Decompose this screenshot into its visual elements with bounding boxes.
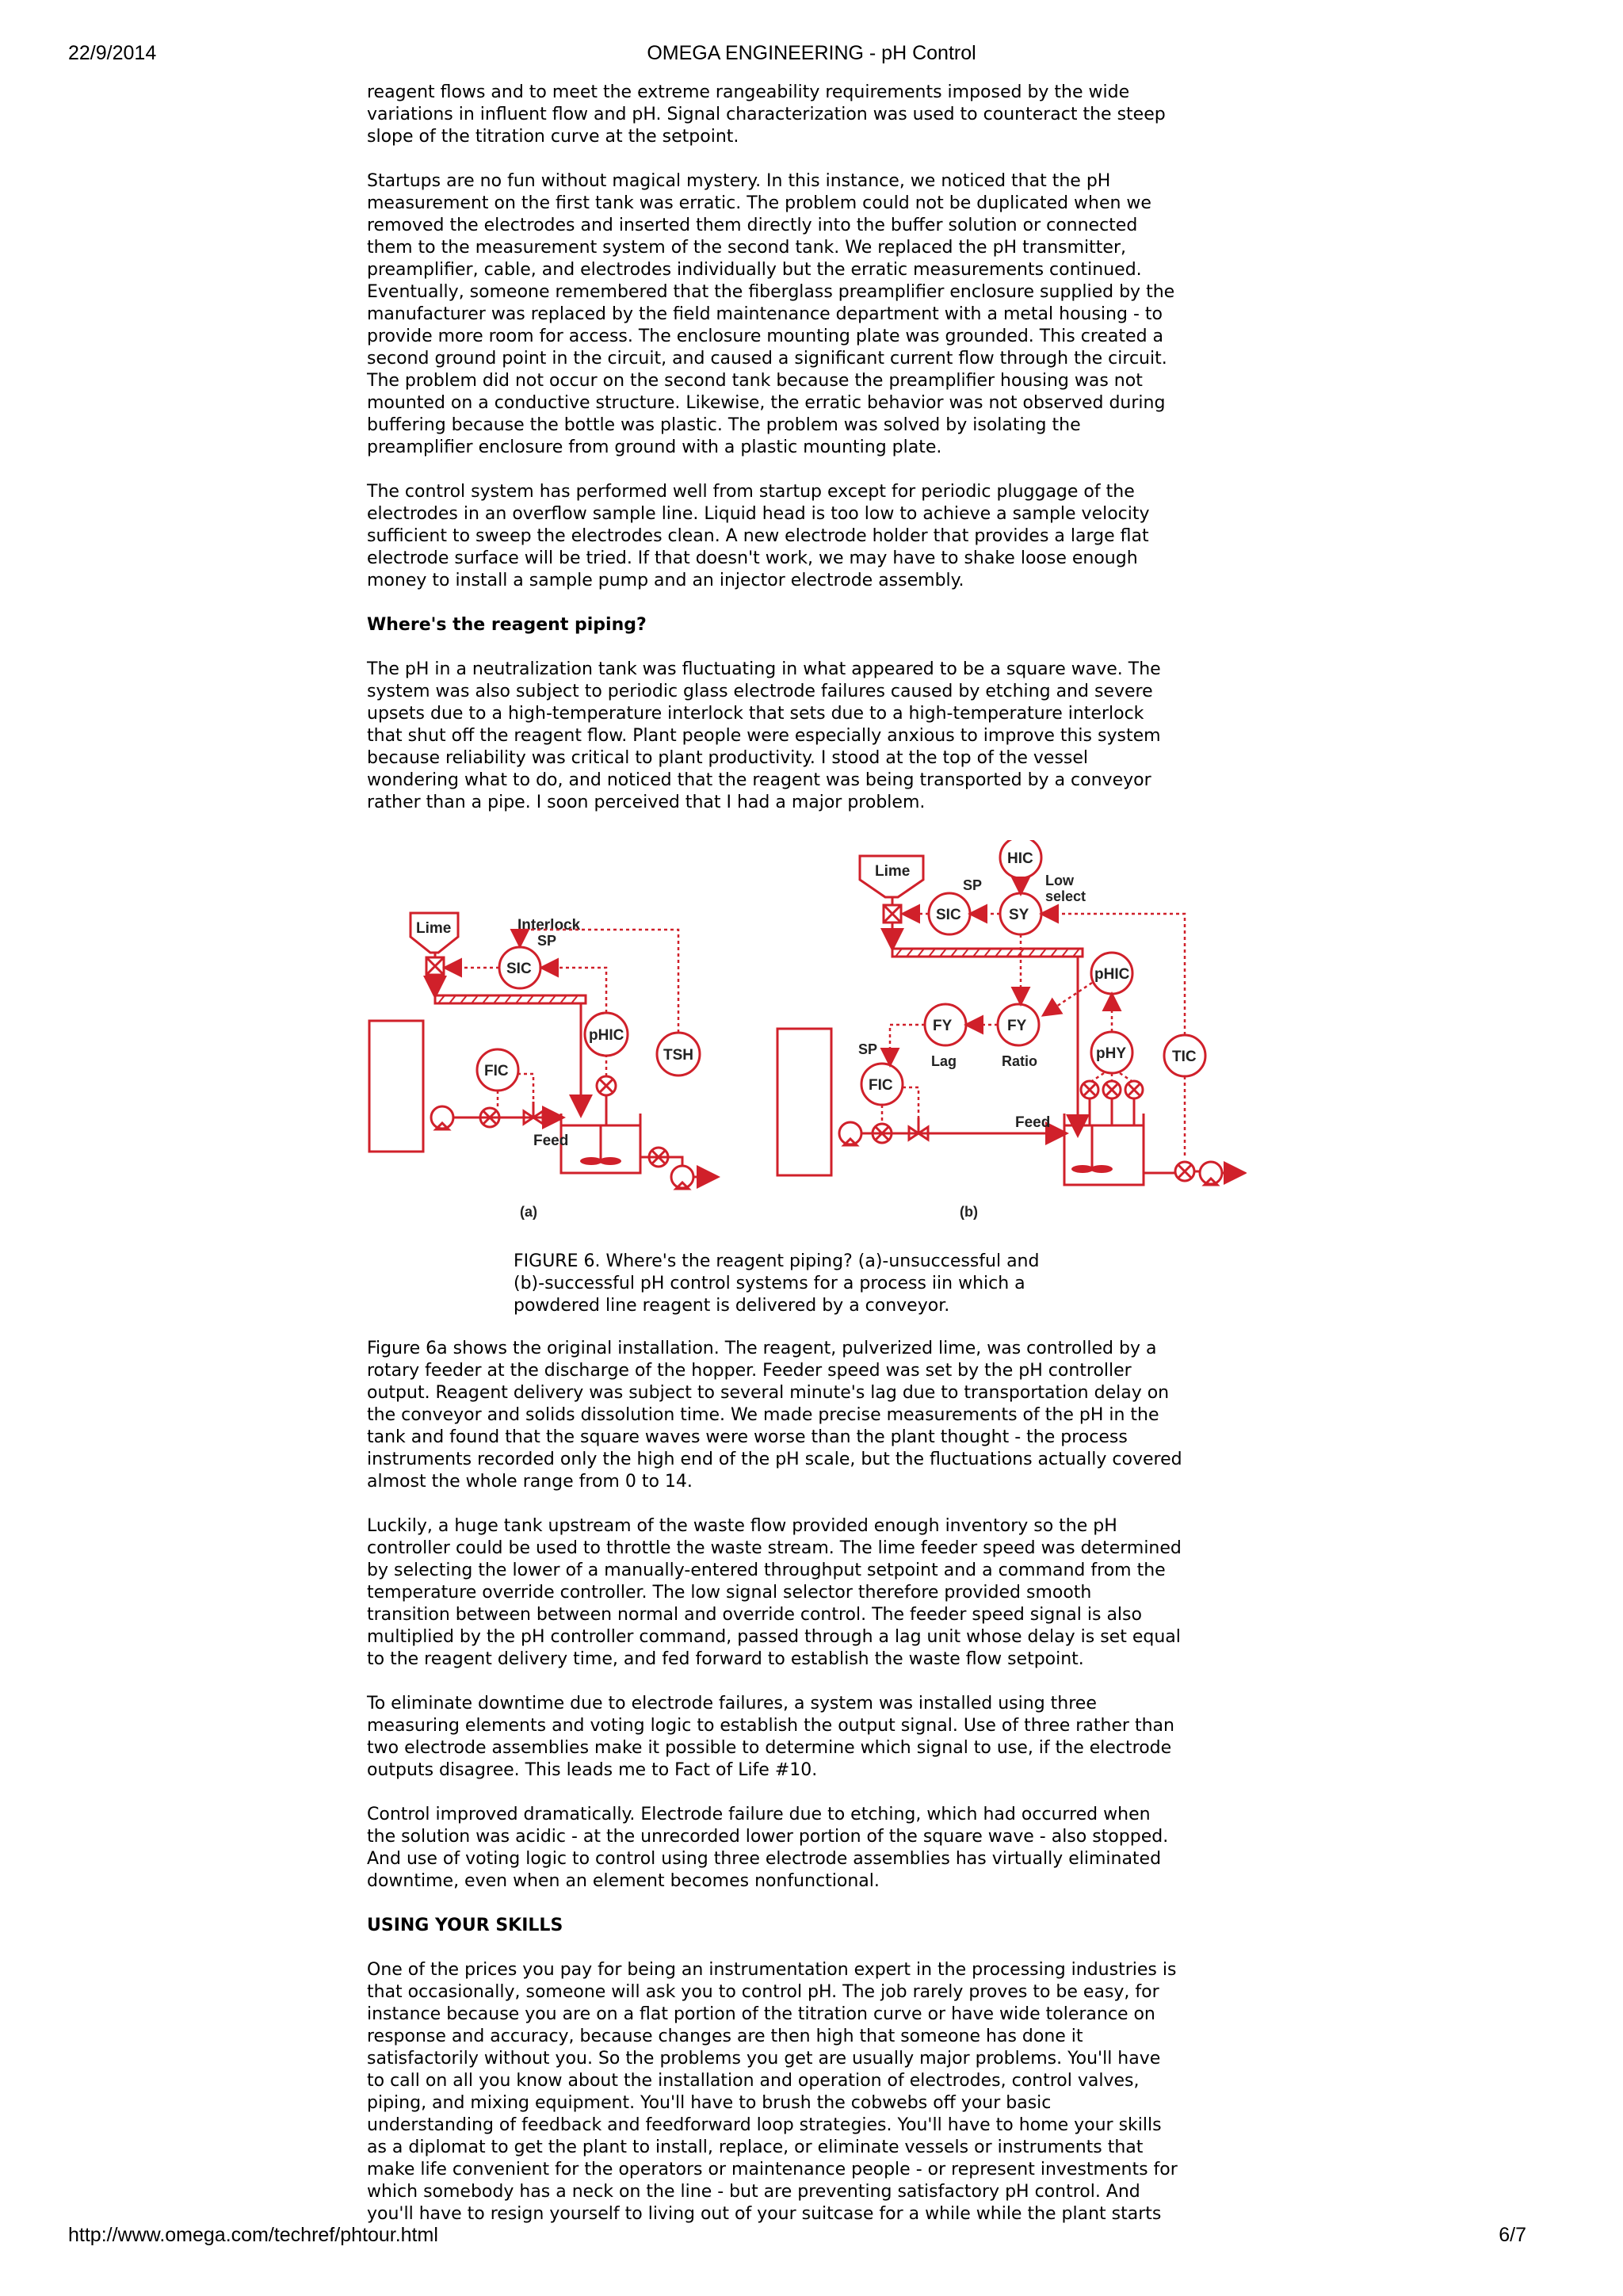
tic-label-b: TIC: [1172, 1049, 1197, 1065]
fic-label-a: FIC: [484, 1063, 509, 1079]
paragraph: Figure 6a shows the original installation. The reagent, pulverized lime, was controlled by a rotary feeder at the discharge of the hopper. Feeder speed was set by the pH controller output. Reagent delivery was subject to several minute's lag due to transportation delay on the conveyor and solids dissolution time. We made precise measurements of the pH in the tank and found that the square waves were worse than the plant thought - the process instruments recorded only the high end of the pH scale, but the fluctuations actually covered almost the whole range from 0 to 14.: [367, 1339, 1182, 1492]
hic-label-b: HIC: [1007, 850, 1033, 867]
tsh-label-a: TSH: [663, 1047, 693, 1064]
fy2-label-b: FY: [1007, 1018, 1027, 1034]
caption-label-a: (a): [520, 1204, 537, 1220]
paragraph: Control improved dramatically. Electrode failure due to etching, which had occurred when the solution was acidic - at the unrecorded lower portion of the square wave - also stopped. And use of voting logic to control using three electrode assemblies has virtually eliminated downtime, even when an element becomes nonfunctional.: [367, 1805, 1169, 1891]
sic-label-a: SIC: [506, 961, 532, 977]
paragraph: To eliminate downtime due to electrode failures, a system was installed using three measuring elements and voting logic to establish the output signal. Use of three rather than two electrode assemblies make it possible to determine which signal to use, if the electrode outputs disagree. This leads me to Fact of Life #10.: [367, 1694, 1174, 1780]
low-label: Low select: [1045, 873, 1086, 904]
phic-label-a: pHIC: [589, 1027, 624, 1044]
paragraph: Startups are no fun without magical mystery. In this instance, we noticed that the pH measurement on the first tank was erratic. The problem could not be duplicated when we removed the electrodes and inserted them directly into the buffer solution or connected them to the measurement system of the second tank. We replaced the pH transmitter, preamplifier, cable, and electrodes individually but the erratic measurements continued. Eventually, someone remembered that the fiberglass preamplifier enclosure supplied by the manufacturer was replaced by the field maintenance department with a metal housing - to provide more room for access. The enclosure mounting plate was grounded. This created a second ground point in the circuit, and caused a significant current flow through the circuit. The problem did not occur on the second tank because the preamplifier housing was not mounted on a conductive structure. Likewise, the erratic behavior was not observed during buffering because the bottle was plastic. The problem was solved by isolating the preamplifier enclosure from ground with a plastic mounting plate.: [367, 171, 1175, 457]
sp-label-a: SP: [537, 933, 557, 949]
feed-label-a: Feed: [533, 1133, 569, 1149]
diagram-b: [777, 840, 1243, 1220]
footer-url[interactable]: http://www.omega.com/techref/phtour.html: [68, 2224, 438, 2246]
lag-label-b: Lag: [931, 1053, 957, 1069]
footer-page-number: 6/7: [1499, 2224, 1526, 2246]
figure-6: [367, 840, 1247, 1252]
sp-label-b: SP: [963, 877, 983, 893]
figure-6-diagram: [367, 840, 1247, 1252]
article-upper: [367, 82, 1239, 836]
diagram-a: [369, 913, 716, 1220]
fic-label-b: FIC: [869, 1077, 893, 1094]
section-heading-reagent: Where's the reagent piping?: [367, 615, 647, 635]
feed-label-b: Feed: [1015, 1114, 1051, 1131]
caption-label-b: (b): [960, 1204, 978, 1220]
paragraph: One of the prices you pay for being an instrumentation expert in the processing industries is that occasionally, someone will ask you to control pH. The job rarely proves to be easy, for instance because you are on a flat portion of the titration curve or have wide tolerance on response and accuracy, because changes are then high that someone has done it satisfactorily without you. So the problems you get are usually major problems. You'll have to call on all you know about the installation and operation of electrodes, control valves, piping, and mixing equipment. You'll have to brush the cobwebs off your basic understanding of feedback and feedforward loop strategies. You'll have to home your skills as a diplomat to get the plant to install, replace, or eliminate vessels or instruments that make life convenient for the operators or maintenance people - or represent investments for which somebody has a neck on the line - but are preventing satisfactory pH control. And you'll have to resign yourself to living out of your suitcase for a while while the plant starts: [367, 1960, 1178, 2224]
sp2-label-b: SP: [858, 1041, 878, 1057]
lime-label-b: Lime: [875, 863, 911, 880]
header-date: 22/9/2014: [68, 42, 157, 64]
ratio-label-b: Ratio: [1002, 1053, 1037, 1069]
paragraph: Luckily, a huge tank upstream of the waste flow provided enough inventory so the pH controller could be used to throttle the waste stream. The lime feeder speed was determined by selecting the lower of a manually-entered throughput setpoint and a command from the temperature override controller. The low signal selector therefore provided smooth transition between between normal and override control. The feeder speed signal is also multiplied by the pH controller command, passed through a lag unit whose delay is set equal to the reagent delivery time, and fed forward to establish the waste flow setpoint.: [367, 1516, 1182, 1669]
section-heading-skills: USING YOUR SKILLS: [367, 1916, 563, 1935]
phic-label-b: pHIC: [1094, 966, 1130, 983]
sic-label-b: SIC: [936, 907, 961, 923]
interlock-label: Interlock: [517, 917, 581, 934]
sy-label-b: SY: [1009, 907, 1029, 923]
fy-label-b: FY: [933, 1018, 953, 1034]
phy-label-b: pHY: [1096, 1045, 1126, 1062]
article-lower: [367, 1338, 1239, 2248]
paragraph: The pH in a neutralization tank was fluctuating in what appeared to be a square wave. The system was also subject to periodic glass electrode failures caused by etching and severe upsets due to a high-temperature interlock that sets due to a high-temperature interlock that shut off the reagent flow. Plant people were especially anxious to improve this system because reliability was critical to plant productivity. I stood at the top of the vessel wondering what to do, and noticed that the reagent was being transported by a conveyor rather than a pipe. I soon perceived that I had a major problem.: [367, 659, 1161, 812]
paragraph: reagent flows and to meet the extreme rangeability requirements imposed by the wide variations in influent flow and pH. Signal characterization was used to counteract the steep slope of the titration curve at the setpoint.: [367, 82, 1166, 147]
paragraph: The control system has performed well from startup except for periodic pluggage of the electrodes in an overflow sample line. Liquid head is too low to achieve a sample velocity sufficient to sweep the electrodes clean. A new electrode holder that provides a large flat electrode surface will be tried. If that doesn't work, we may have to shake loose enough money to install a sample pump and an injector electrode assembly.: [367, 482, 1150, 590]
header-title: OMEGA ENGINEERING - pH Control: [647, 42, 976, 64]
lime-label-a: Lime: [416, 920, 452, 937]
figure-caption: FIGURE 6. Where's the reagent piping? (a)-unsuccessful and (b)-successful pH control systems for a process iin which a powdered line reagent is delivered by a conveyor.: [514, 1251, 1040, 1316]
